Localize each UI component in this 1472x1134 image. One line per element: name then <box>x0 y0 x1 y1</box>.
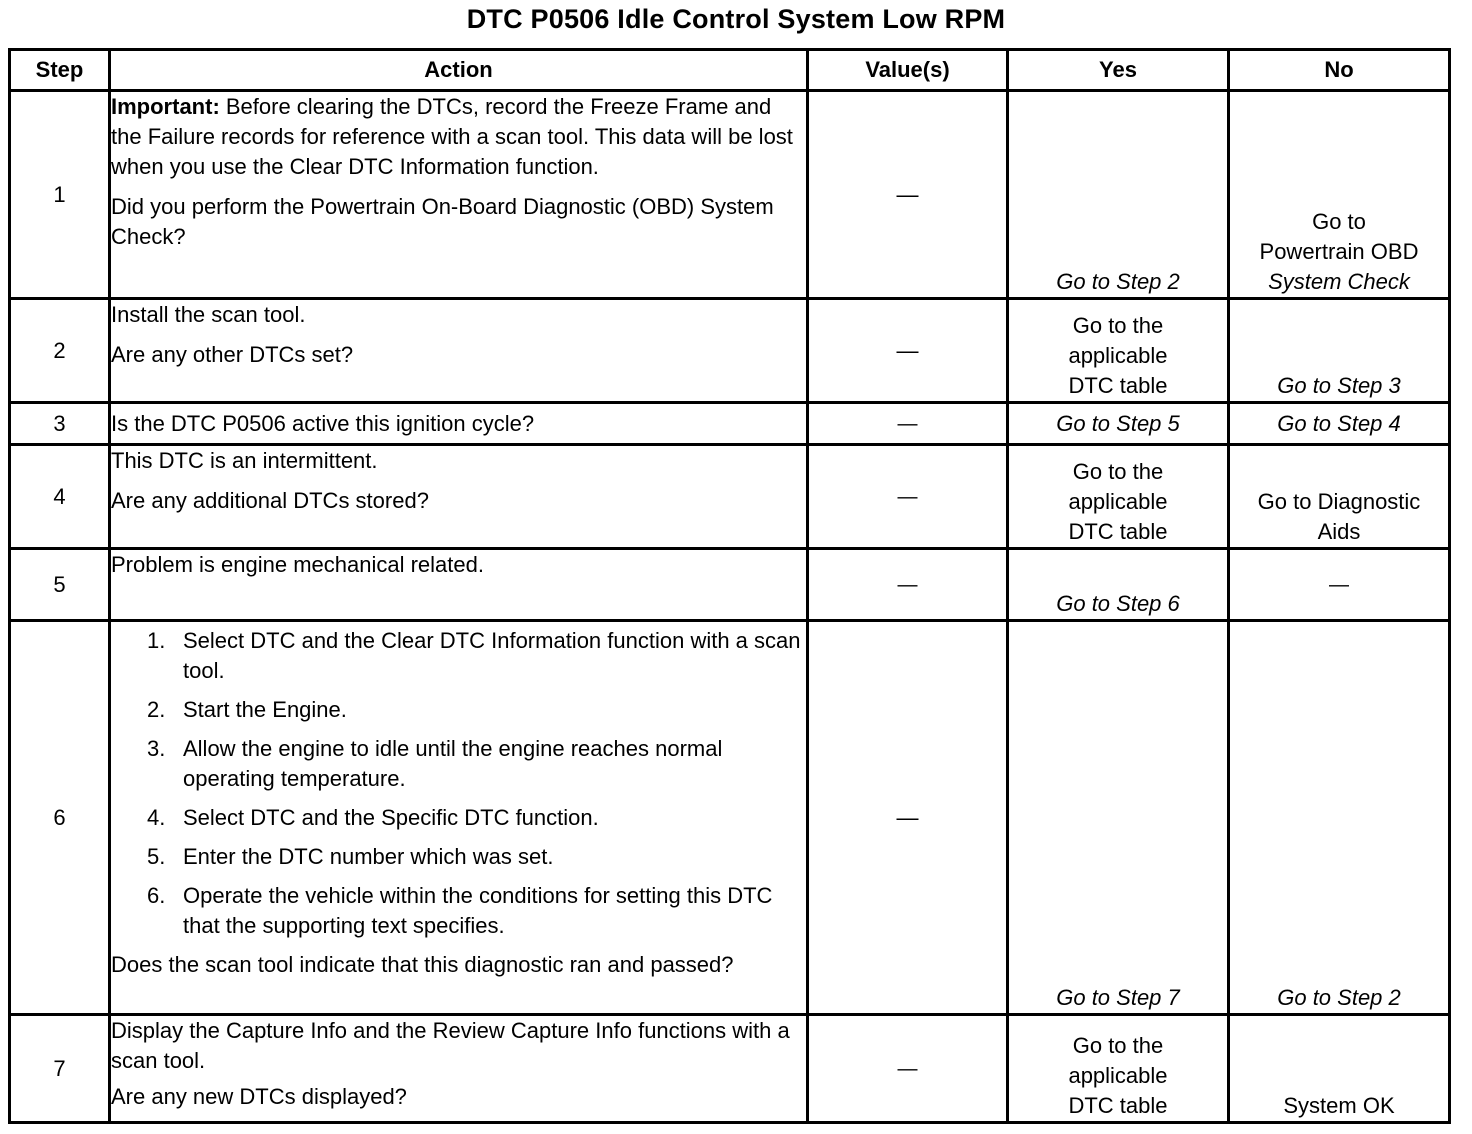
substep-number: 3. <box>147 736 166 761</box>
table-row <box>10 621 1450 1015</box>
no-cell: Go to Diagnostic Aids <box>1229 445 1450 549</box>
table-row <box>10 445 1450 549</box>
no-line: System Check <box>1268 269 1410 294</box>
no-line: Go to <box>1312 209 1366 234</box>
header-yes: Yes <box>1008 50 1229 91</box>
page-title: DTC P0506 Idle Control System Low RPM <box>466 4 1006 34</box>
header-step: Step <box>10 50 110 91</box>
important-label: Important: <box>111 94 220 119</box>
action-question: Are any other DTCs set? <box>111 342 354 367</box>
step-number: 5 <box>10 549 110 621</box>
table-row <box>10 299 1450 403</box>
substep-number: 6. <box>147 883 166 908</box>
table-row <box>10 1015 1450 1123</box>
value-cell: — <box>808 1015 1008 1123</box>
action-text: Problem is engine mechanical related. <box>110 549 808 621</box>
no-line: Powertrain OBD <box>1259 239 1419 264</box>
substep-text: Operate the vehicle within the conditions for setting this DTC that the supporting text specifies. <box>183 883 773 938</box>
action-cell <box>110 445 808 549</box>
substep-text: Allow the engine to idle until the engine reaches normal operating temperature. <box>183 736 723 791</box>
action-cell <box>110 1015 808 1123</box>
step-number: 4 <box>10 445 110 549</box>
substep-text: Select DTC and the Specific DTC function. <box>183 805 599 830</box>
table-row <box>10 403 1450 445</box>
important-text: Before clearing the DTCs, record the Freeze Frame and the Failure records for reference with a scan tool. This data will be lost when you use the Clear DTC Information function. <box>111 94 793 179</box>
table-row <box>10 549 1450 621</box>
diagnostic-table <box>8 48 1451 1124</box>
action-text: Display the Capture Info and the Review Capture Info functions with a scan tool. <box>111 1018 790 1073</box>
action-cell <box>110 621 808 1015</box>
substep-number: 5. <box>147 844 166 869</box>
yes-cell: Go to Step 2 <box>1008 91 1229 299</box>
substep-text: Enter the DTC number which was set. <box>183 844 554 869</box>
value-cell: — <box>808 299 1008 403</box>
substep-text: Start the Engine. <box>183 697 347 722</box>
action-cell <box>110 299 808 403</box>
yes-cell: Go to Step 5 <box>1008 403 1229 445</box>
substep-number: 1. <box>147 628 166 653</box>
substep-text: Select DTC and the Clear DTC Information function with a scan tool. <box>183 628 801 683</box>
value-cell: — <box>808 91 1008 299</box>
list-item <box>147 695 806 725</box>
no-cell: Go to Step 4 <box>1229 403 1450 445</box>
list-item <box>147 881 806 941</box>
step-number: 1 <box>10 91 110 299</box>
step-number: 7 <box>10 1015 110 1123</box>
list-item <box>147 842 806 872</box>
yes-cell: Go to the applicable DTC table <box>1008 299 1229 403</box>
step-number: 3 <box>10 403 110 445</box>
no-cell <box>1229 91 1450 299</box>
yes-cell: Go to Step 6 <box>1008 549 1229 621</box>
no-cell: — <box>1229 549 1450 621</box>
substep-number: 4. <box>147 805 166 830</box>
action-question: Does the scan tool indicate that this diagnostic ran and passed? <box>111 952 734 977</box>
list-item <box>147 803 806 833</box>
step-number: 2 <box>10 299 110 403</box>
no-cell: System OK <box>1229 1015 1450 1123</box>
list-item <box>147 626 806 686</box>
action-question: Did you perform the Powertrain On-Board Diagnostic (OBD) System Check? <box>111 194 774 249</box>
yes-cell: Go to Step 7 <box>1008 621 1229 1015</box>
important-note <box>111 92 806 182</box>
action-text: Install the scan tool. <box>111 302 306 327</box>
yes-cell: Go to the applicable DTC table <box>1008 445 1229 549</box>
action-question: Is the DTC P0506 active this ignition cycle? <box>110 403 808 445</box>
header-no: No <box>1229 50 1450 91</box>
header-values: Value(s) <box>808 50 1008 91</box>
action-question: Are any additional DTCs stored? <box>111 488 429 513</box>
no-cell: Go to Step 2 <box>1229 621 1450 1015</box>
value-cell: — <box>808 445 1008 549</box>
substep-list <box>111 626 806 941</box>
header-action: Action <box>110 50 808 91</box>
action-text: This DTC is an intermittent. <box>111 448 378 473</box>
no-cell: Go to Step 3 <box>1229 299 1450 403</box>
header-row <box>10 50 1450 91</box>
substep-number: 2. <box>147 697 166 722</box>
list-item <box>147 734 806 794</box>
action-cell <box>110 91 808 299</box>
yes-cell: Go to the applicable DTC table <box>1008 1015 1229 1123</box>
value-cell: — <box>808 549 1008 621</box>
step-number: 6 <box>10 621 110 1015</box>
value-cell: — <box>808 403 1008 445</box>
value-cell: — <box>808 621 1008 1015</box>
action-question: Are any new DTCs displayed? <box>111 1084 407 1109</box>
table-row <box>10 91 1450 299</box>
